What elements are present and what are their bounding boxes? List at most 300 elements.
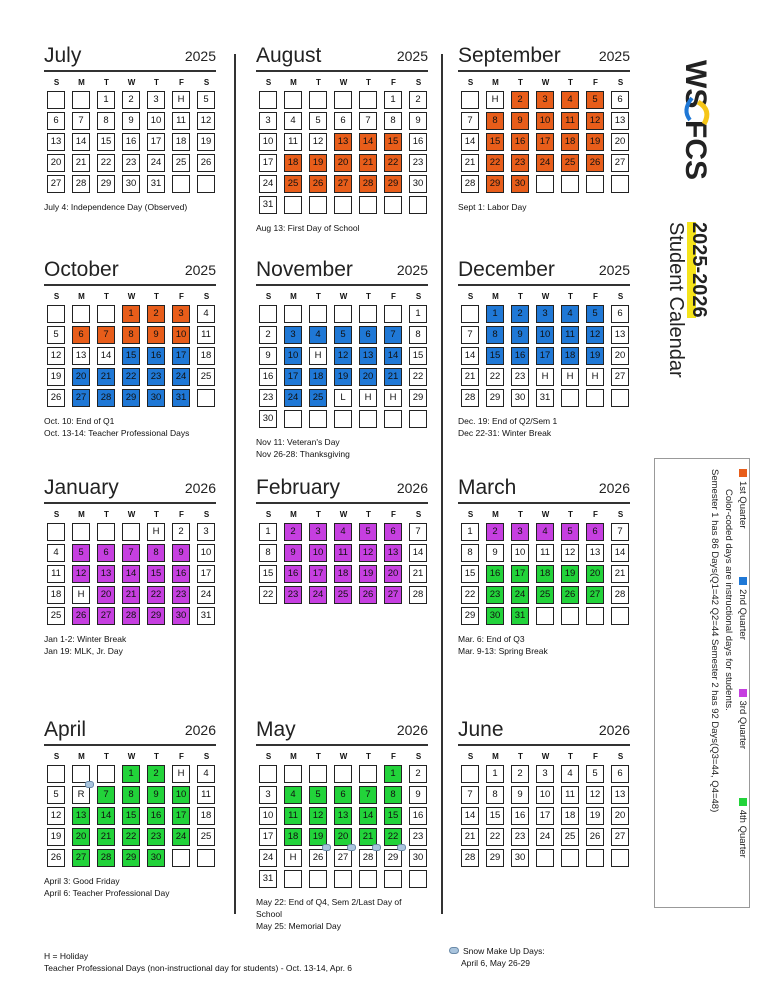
quarter-legend xyxy=(654,458,750,908)
day-cell: 18 xyxy=(561,807,579,825)
day-cell: 4 xyxy=(561,91,579,109)
month-header xyxy=(256,42,428,72)
empty-day-cell xyxy=(259,91,277,109)
weekday-label: W xyxy=(127,510,136,519)
day-cell: 23 xyxy=(511,154,529,172)
day-cell: 6 xyxy=(611,305,629,323)
day-cell: 14 xyxy=(97,347,115,365)
weekday-label: S xyxy=(415,78,422,87)
weekday-label: T xyxy=(366,292,371,301)
day-cell: 8 xyxy=(259,544,277,562)
day-cell: 4 xyxy=(284,786,302,804)
day-cell: 17 xyxy=(259,828,277,846)
month-note: Aug 13: First Day of School xyxy=(256,223,360,233)
weekday-label: S xyxy=(53,510,60,519)
empty-day-cell xyxy=(309,91,327,109)
empty-day-cell xyxy=(359,765,377,783)
empty-day-cell xyxy=(586,175,604,193)
day-cell: 7 xyxy=(461,326,479,344)
month-notes xyxy=(44,875,216,899)
day-cell: 21 xyxy=(461,368,479,386)
day-cell: 10 xyxy=(536,326,554,344)
month-note: July 4: Independence Day (Observed) xyxy=(44,202,188,212)
day-cell: 14 xyxy=(97,807,115,825)
day-cell: 29 xyxy=(486,389,504,407)
month-name: September xyxy=(458,44,561,67)
legend-q2-swatch xyxy=(739,577,747,585)
day-cell: 8 xyxy=(122,326,140,344)
day-cell: 31 xyxy=(172,389,190,407)
day-cell: 1 xyxy=(384,91,402,109)
month-year: 2026 xyxy=(396,480,428,496)
day-cell: 27 xyxy=(611,368,629,386)
day-cell: 11 xyxy=(197,326,215,344)
empty-day-cell xyxy=(284,91,302,109)
day-cell: 16 xyxy=(409,133,427,151)
day-cell: 19 xyxy=(586,807,604,825)
day-cell: 26 xyxy=(47,849,65,867)
weekday-label: S xyxy=(203,752,210,761)
weekday-label: M xyxy=(78,510,85,519)
day-cell: 28 xyxy=(359,175,377,193)
day-cell: 2 xyxy=(259,326,277,344)
empty-day-cell xyxy=(359,196,377,214)
month-name: December xyxy=(458,258,555,281)
day-cell: 7 xyxy=(97,326,115,344)
day-cell: 4 xyxy=(334,523,352,541)
weekday-label: T xyxy=(518,292,523,301)
day-cell: 8 xyxy=(122,786,140,804)
day-cell: 14 xyxy=(461,807,479,825)
day-cell: 20 xyxy=(586,565,604,583)
day-cell: 23 xyxy=(511,368,529,386)
day-cell: 29 xyxy=(461,607,479,625)
day-cell: 6 xyxy=(334,786,352,804)
day-cell: 24 xyxy=(197,586,215,604)
day-cell: 3 xyxy=(309,523,327,541)
weekday-label: S xyxy=(467,292,474,301)
month-header xyxy=(256,474,428,504)
day-cell: 5 xyxy=(47,786,65,804)
day-cell: H xyxy=(172,765,190,783)
month-note: Nov 26-28: Thanksgiving xyxy=(256,449,350,459)
day-cell: 24 xyxy=(259,175,277,193)
month-header xyxy=(458,474,630,504)
day-cell: 6 xyxy=(611,765,629,783)
legend-q1-label: 1st Quarter xyxy=(737,481,748,529)
weekday-label: T xyxy=(366,78,371,87)
day-cell: 11 xyxy=(197,786,215,804)
day-cell: 16 xyxy=(259,368,277,386)
month-year: 2026 xyxy=(184,722,216,738)
month-note: Sept 1: Labor Day xyxy=(458,202,527,212)
day-cell: 6 xyxy=(72,326,90,344)
empty-day-cell xyxy=(384,305,402,323)
month-name: February xyxy=(256,476,341,499)
day-cell: 18 xyxy=(561,347,579,365)
weekday-label: S xyxy=(53,752,60,761)
day-cell: 23 xyxy=(409,828,427,846)
day-cell: 22 xyxy=(122,368,140,386)
weekday-label: S xyxy=(203,510,210,519)
day-cell: 12 xyxy=(586,326,604,344)
weekday-header xyxy=(256,290,428,304)
month-year: 2025 xyxy=(396,262,428,278)
weekday-label: T xyxy=(366,752,371,761)
day-cell: 13 xyxy=(72,347,90,365)
legend-q3 xyxy=(735,689,749,750)
day-cell: 5 xyxy=(197,91,215,109)
month-note: Mar. 6: End of Q3 xyxy=(458,634,525,644)
weekday-label: M xyxy=(290,78,297,87)
day-cell: H xyxy=(147,523,165,541)
weekday-header xyxy=(44,508,216,522)
day-cell: 30 xyxy=(486,607,504,625)
day-grid xyxy=(458,90,630,195)
day-cell: 8 xyxy=(384,786,402,804)
day-cell: 6 xyxy=(611,91,629,109)
day-cell: 15 xyxy=(486,807,504,825)
empty-day-cell xyxy=(359,870,377,888)
day-cell: 7 xyxy=(461,112,479,130)
day-cell: 14 xyxy=(72,133,90,151)
wsfcs-logo-icon xyxy=(668,58,716,188)
day-cell: 26 xyxy=(47,389,65,407)
day-cell: 23 xyxy=(511,828,529,846)
day-cell: 29 xyxy=(486,849,504,867)
month-note: Nov 11: Veteran's Day xyxy=(256,437,340,447)
day-cell: 28 xyxy=(97,389,115,407)
day-cell: 17 xyxy=(536,133,554,151)
day-cell: 31 xyxy=(511,607,529,625)
day-cell: 21 xyxy=(359,828,377,846)
day-cell: 2 xyxy=(511,765,529,783)
empty-day-cell xyxy=(611,175,629,193)
day-cell: 30 xyxy=(147,849,165,867)
day-cell: 30 xyxy=(511,175,529,193)
day-cell: 2 xyxy=(147,305,165,323)
month-note: Dec 22-31: Winter Break xyxy=(458,428,552,438)
day-cell: 7 xyxy=(359,786,377,804)
day-grid xyxy=(256,304,428,430)
day-cell: 27 xyxy=(611,828,629,846)
empty-day-cell xyxy=(334,870,352,888)
day-cell: 14 xyxy=(461,347,479,365)
day-cell: 28 xyxy=(461,849,479,867)
day-cell: H xyxy=(586,368,604,386)
day-cell: 22 xyxy=(461,586,479,604)
month-march xyxy=(458,474,630,657)
empty-day-cell xyxy=(359,410,377,428)
day-cell: 18 xyxy=(197,347,215,365)
empty-day-cell xyxy=(309,196,327,214)
empty-day-cell xyxy=(197,389,215,407)
day-cell: 20 xyxy=(334,154,352,172)
day-cell: 15 xyxy=(486,133,504,151)
day-cell: 18 xyxy=(334,565,352,583)
day-cell: 1 xyxy=(461,523,479,541)
day-cell: 3 xyxy=(147,91,165,109)
day-cell: 21 xyxy=(384,368,402,386)
day-cell: 1 xyxy=(122,305,140,323)
day-cell: 19 xyxy=(586,347,604,365)
weekday-label: T xyxy=(568,510,573,519)
day-cell: 1 xyxy=(259,523,277,541)
day-cell: 28 xyxy=(461,175,479,193)
day-cell: 13 xyxy=(611,326,629,344)
month-april xyxy=(44,716,216,899)
empty-day-cell xyxy=(284,410,302,428)
weekday-label: T xyxy=(154,752,159,761)
day-cell: 21 xyxy=(97,828,115,846)
day-cell: 11 xyxy=(47,565,65,583)
day-cell: H xyxy=(309,347,327,365)
day-cell: 9 xyxy=(511,326,529,344)
month-notes xyxy=(256,222,428,234)
day-cell: 4 xyxy=(561,305,579,323)
day-cell: 28 xyxy=(97,849,115,867)
day-cell: 1 xyxy=(384,765,402,783)
day-cell: 17 xyxy=(172,807,190,825)
empty-day-cell xyxy=(536,175,554,193)
day-cell: 15 xyxy=(97,133,115,151)
day-cell: 4 xyxy=(536,523,554,541)
day-cell: 16 xyxy=(409,807,427,825)
logo-text-top: WS xyxy=(679,60,712,109)
day-cell: 31 xyxy=(197,607,215,625)
day-cell: H xyxy=(284,849,302,867)
day-cell: 6 xyxy=(384,523,402,541)
day-cell: 15 xyxy=(409,347,427,365)
day-cell: H xyxy=(536,368,554,386)
weekday-header xyxy=(458,76,630,90)
day-cell: 12 xyxy=(586,112,604,130)
day-cell: 3 xyxy=(284,326,302,344)
empty-day-cell xyxy=(409,870,427,888)
day-cell: 21 xyxy=(461,828,479,846)
day-cell: 18 xyxy=(561,133,579,151)
empty-day-cell xyxy=(461,765,479,783)
empty-day-cell xyxy=(172,849,190,867)
day-cell: 10 xyxy=(259,133,277,151)
day-cell: 30 xyxy=(122,175,140,193)
weekday-label: T xyxy=(518,752,523,761)
day-cell: 29 xyxy=(97,175,115,193)
day-cell: 12 xyxy=(561,544,579,562)
day-cell: 2 xyxy=(409,91,427,109)
legend-q3-label: 3rd Quarter xyxy=(737,700,748,750)
day-cell: 15 xyxy=(486,347,504,365)
day-cell: 8 xyxy=(97,112,115,130)
empty-day-cell xyxy=(47,765,65,783)
month-november xyxy=(256,256,428,460)
day-cell: 17 xyxy=(259,154,277,172)
day-cell: 7 xyxy=(384,326,402,344)
month-notes xyxy=(256,436,428,460)
day-cell: 26 xyxy=(309,849,327,867)
day-cell: 20 xyxy=(72,368,90,386)
day-cell: 11 xyxy=(284,807,302,825)
day-cell: 15 xyxy=(147,565,165,583)
day-cell: 12 xyxy=(334,347,352,365)
month-year: 2026 xyxy=(598,480,630,496)
day-cell: 13 xyxy=(97,565,115,583)
empty-day-cell xyxy=(334,305,352,323)
weekday-label: W xyxy=(541,292,550,301)
month-note: May 22: End of Q4, Sem 2/Last Day of School xyxy=(256,897,402,919)
day-cell: 19 xyxy=(586,133,604,151)
weekday-label: S xyxy=(265,510,272,519)
weekday-label: F xyxy=(593,78,598,87)
weekday-label: T xyxy=(568,292,573,301)
empty-day-cell xyxy=(72,523,90,541)
day-cell: 25 xyxy=(197,828,215,846)
weekday-label: W xyxy=(339,752,348,761)
day-cell: 13 xyxy=(334,133,352,151)
month-notes xyxy=(458,633,630,657)
day-cell: 23 xyxy=(147,368,165,386)
day-cell: 9 xyxy=(511,786,529,804)
empty-day-cell xyxy=(334,765,352,783)
weekday-label: T xyxy=(568,78,573,87)
weekday-label: W xyxy=(127,78,136,87)
day-cell: 6 xyxy=(359,326,377,344)
day-cell: 31 xyxy=(147,175,165,193)
day-cell: 7 xyxy=(97,786,115,804)
weekday-label: S xyxy=(265,752,272,761)
day-cell: 27 xyxy=(334,849,352,867)
month-year: 2026 xyxy=(184,480,216,496)
day-cell: 16 xyxy=(147,807,165,825)
month-year: 2025 xyxy=(396,48,428,64)
day-cell: 10 xyxy=(172,326,190,344)
day-cell: 14 xyxy=(611,544,629,562)
day-cell: 14 xyxy=(461,133,479,151)
day-grid xyxy=(44,90,216,195)
weekday-label: M xyxy=(492,752,499,761)
legend-q1-swatch xyxy=(739,469,747,477)
day-cell: 3 xyxy=(172,305,190,323)
day-cell: 13 xyxy=(611,786,629,804)
day-cell: 22 xyxy=(486,368,504,386)
day-cell: 12 xyxy=(586,786,604,804)
day-cell: 10 xyxy=(536,112,554,130)
weekday-label: W xyxy=(541,752,550,761)
month-note: Oct. 10: End of Q1 xyxy=(44,416,115,426)
day-cell: 1 xyxy=(486,765,504,783)
month-june xyxy=(458,716,630,875)
day-cell: 13 xyxy=(47,133,65,151)
day-cell: 17 xyxy=(147,133,165,151)
empty-day-cell xyxy=(461,91,479,109)
day-cell: 25 xyxy=(334,586,352,604)
day-cell: 30 xyxy=(409,175,427,193)
weekday-label: S xyxy=(467,752,474,761)
day-cell: 11 xyxy=(284,133,302,151)
month-note: Dec. 19: End of Q2/Sem 1 xyxy=(458,416,558,426)
day-cell: 17 xyxy=(536,347,554,365)
month-name: June xyxy=(458,718,504,741)
day-cell: 18 xyxy=(284,828,302,846)
day-cell: 20 xyxy=(97,586,115,604)
day-cell: 5 xyxy=(359,523,377,541)
empty-day-cell xyxy=(561,175,579,193)
day-cell: 17 xyxy=(172,347,190,365)
day-cell: 4 xyxy=(284,112,302,130)
day-cell: 13 xyxy=(586,544,604,562)
day-cell: 8 xyxy=(147,544,165,562)
day-cell: 17 xyxy=(536,807,554,825)
day-cell: 18 xyxy=(172,133,190,151)
weekday-label: T xyxy=(154,292,159,301)
day-cell: 3 xyxy=(197,523,215,541)
teacher-pd-key: Teacher Professional Days (non-instructional day for students) - Oct. 13-14, Apr. 6 xyxy=(44,963,353,973)
day-cell: 20 xyxy=(611,347,629,365)
day-grid xyxy=(458,304,630,409)
day-cell: 28 xyxy=(611,586,629,604)
day-cell: H xyxy=(384,389,402,407)
weekday-label: W xyxy=(541,78,550,87)
day-cell: 5 xyxy=(72,544,90,562)
month-note: Mar. 9-13: Spring Break xyxy=(458,646,548,656)
weekday-label: W xyxy=(127,752,136,761)
day-cell: 10 xyxy=(172,786,190,804)
empty-day-cell xyxy=(47,91,65,109)
day-cell: 12 xyxy=(197,112,215,130)
day-cell: 20 xyxy=(611,807,629,825)
month-year: 2025 xyxy=(598,262,630,278)
empty-day-cell xyxy=(611,607,629,625)
day-grid xyxy=(458,522,630,627)
day-cell: 20 xyxy=(359,368,377,386)
weekday-label: M xyxy=(78,752,85,761)
empty-day-cell xyxy=(97,305,115,323)
weekday-label: S xyxy=(53,78,60,87)
day-cell: 29 xyxy=(409,389,427,407)
weekday-label: T xyxy=(316,510,321,519)
day-cell: 21 xyxy=(72,154,90,172)
day-cell: 22 xyxy=(486,828,504,846)
month-note: April 3: Good Friday xyxy=(44,876,120,886)
day-cell: 27 xyxy=(586,586,604,604)
day-cell: 29 xyxy=(384,175,402,193)
day-cell: 16 xyxy=(122,133,140,151)
month-name: March xyxy=(458,476,517,499)
day-cell: 31 xyxy=(259,196,277,214)
month-notes xyxy=(458,415,630,439)
day-cell: 16 xyxy=(511,133,529,151)
day-cell: 12 xyxy=(359,544,377,562)
day-cell: 16 xyxy=(511,347,529,365)
day-cell: 2 xyxy=(172,523,190,541)
legend-q2 xyxy=(735,577,749,640)
month-header xyxy=(458,42,630,72)
empty-day-cell xyxy=(284,765,302,783)
day-grid xyxy=(44,522,216,627)
day-cell: 25 xyxy=(561,828,579,846)
day-cell: 22 xyxy=(122,828,140,846)
day-cell: 6 xyxy=(334,112,352,130)
day-cell: 24 xyxy=(309,586,327,604)
day-cell: 25 xyxy=(284,175,302,193)
day-cell: 2 xyxy=(284,523,302,541)
weekday-label: W xyxy=(127,292,136,301)
day-cell: 13 xyxy=(72,807,90,825)
day-cell: 17 xyxy=(511,565,529,583)
day-cell: 26 xyxy=(197,154,215,172)
day-cell: 22 xyxy=(384,828,402,846)
month-august xyxy=(256,42,428,234)
